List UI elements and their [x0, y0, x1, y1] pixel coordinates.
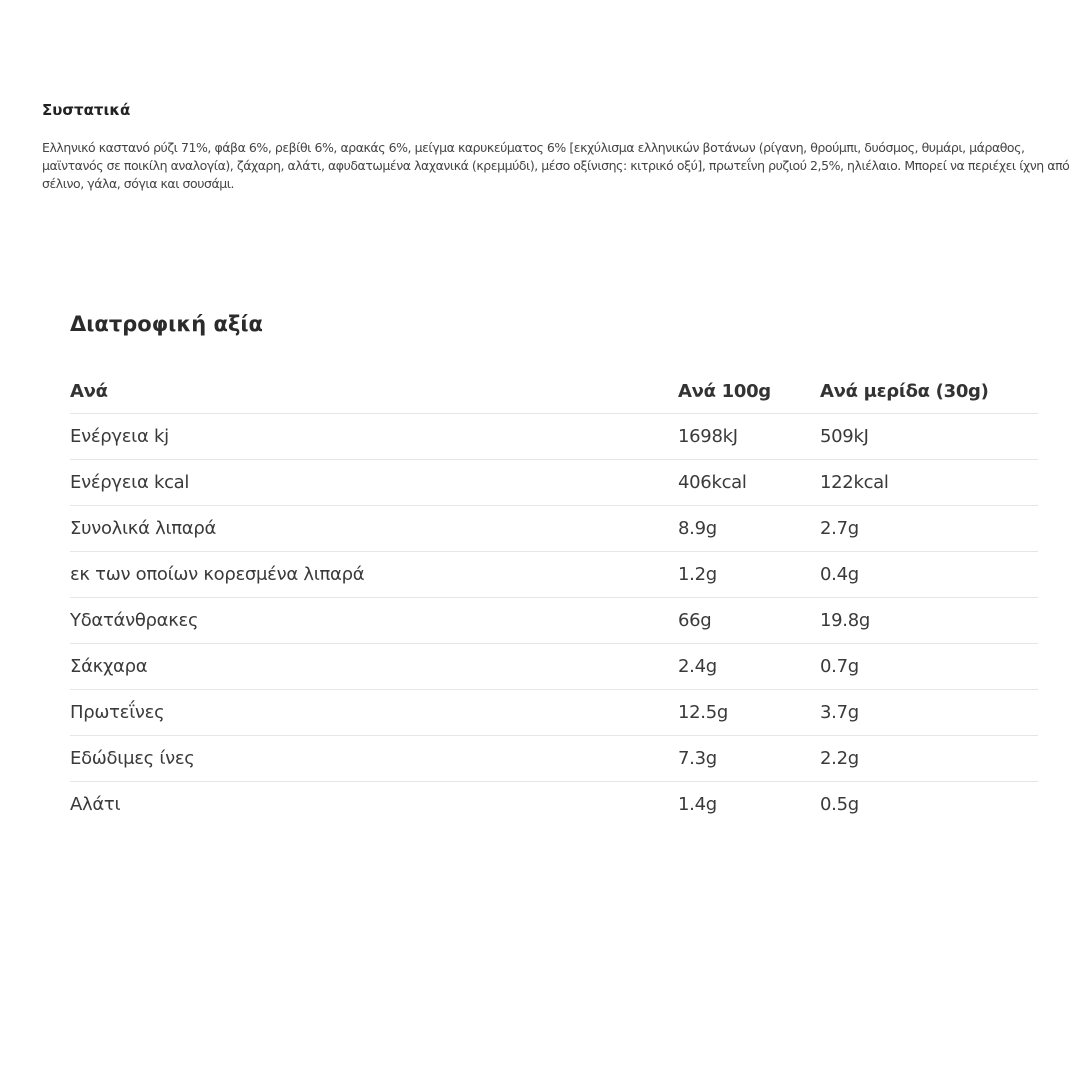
nutrient-name: Αλάτι — [70, 794, 121, 815]
header-per-portion: Ανά μερίδα (30g) — [820, 369, 1038, 414]
ingredients-title: Συστατικά — [42, 101, 131, 119]
table-row — [70, 644, 1038, 690]
nutrient-name: Ενέργεια kj — [70, 414, 678, 460]
value-per-portion: 122kcal — [820, 460, 1038, 506]
table-row — [70, 506, 1038, 552]
nutrient-name: εκ των οποίων κορεσμένα λιπαρά — [70, 552, 678, 598]
value-per-portion: 0.5g — [820, 794, 859, 815]
value-per-100g: 12.5g — [678, 690, 820, 736]
ingredients-section — [42, 100, 1078, 193]
table-row — [70, 460, 1038, 506]
nutrition-section — [70, 308, 1038, 827]
table-row — [70, 414, 1038, 460]
value-per-100g: 406kcal — [678, 460, 820, 506]
table-row — [70, 782, 1038, 828]
value-per-portion: 2.7g — [820, 506, 1038, 552]
value-per-portion: 0.4g — [820, 552, 1038, 598]
table-row — [70, 736, 1038, 782]
value-per-100g: 1.4g — [678, 794, 717, 815]
value-per-portion: 2.2g — [820, 736, 1038, 782]
value-per-portion: 0.7g — [820, 644, 1038, 690]
ingredients-text: Ελληνικό καστανό ρύζι 71%, φάβα 6%, ρεβίθι 6%, αρακάς 6%, μείγμα καρυκεύματος 6% [εκχύλισμα ελληνικών βοτάνων (ρίγανη, θρούμπι, δυόσμος, θυμάρι, μάραθος, μαϊντανός σε ποικίλη αναλογία), ζάχαρη, αλάτι, αφυδατωμένα λαχανικά (κρεμμύδι), μέσο οξίνισης: κιτρικό οξύ], πρωτεΐνη ρυζιού 2,5%, ηλιέλαιο. Μπορεί να περιέχει ίχνη από σέλινο, γάλα, σόγια και σουσάμι. — [42, 140, 1070, 191]
value-per-portion: 3.7g — [820, 690, 1038, 736]
table-row — [70, 598, 1038, 644]
nutrient-name: Σάκχαρα — [70, 644, 678, 690]
value-per-100g: 2.4g — [678, 644, 820, 690]
nutrition-table — [70, 369, 1038, 827]
value-per-100g: 1698kJ — [678, 414, 820, 460]
table-row — [70, 690, 1038, 736]
nutrition-header-row — [70, 369, 1038, 414]
value-per-100g: 8.9g — [678, 506, 820, 552]
nutrition-title: Διατροφική αξία — [70, 312, 263, 336]
header-name: Ανά — [70, 369, 678, 414]
value-per-portion: 19.8g — [820, 598, 1038, 644]
value-per-100g: 1.2g — [678, 552, 820, 598]
nutrient-name: Συνολικά λιπαρά — [70, 506, 678, 552]
value-per-100g: 66g — [678, 598, 820, 644]
table-row — [70, 552, 1038, 598]
nutrient-name: Ενέργεια kcal — [70, 460, 678, 506]
nutrient-name: Υδατάνθρακες — [70, 598, 678, 644]
nutrient-name: Εδώδιμες ίνες — [70, 736, 678, 782]
value-per-100g: 7.3g — [678, 736, 820, 782]
nutrient-name: Πρωτεΐνες — [70, 690, 678, 736]
header-per-100g: Ανά 100g — [678, 369, 820, 414]
value-per-portion: 509kJ — [820, 414, 1038, 460]
